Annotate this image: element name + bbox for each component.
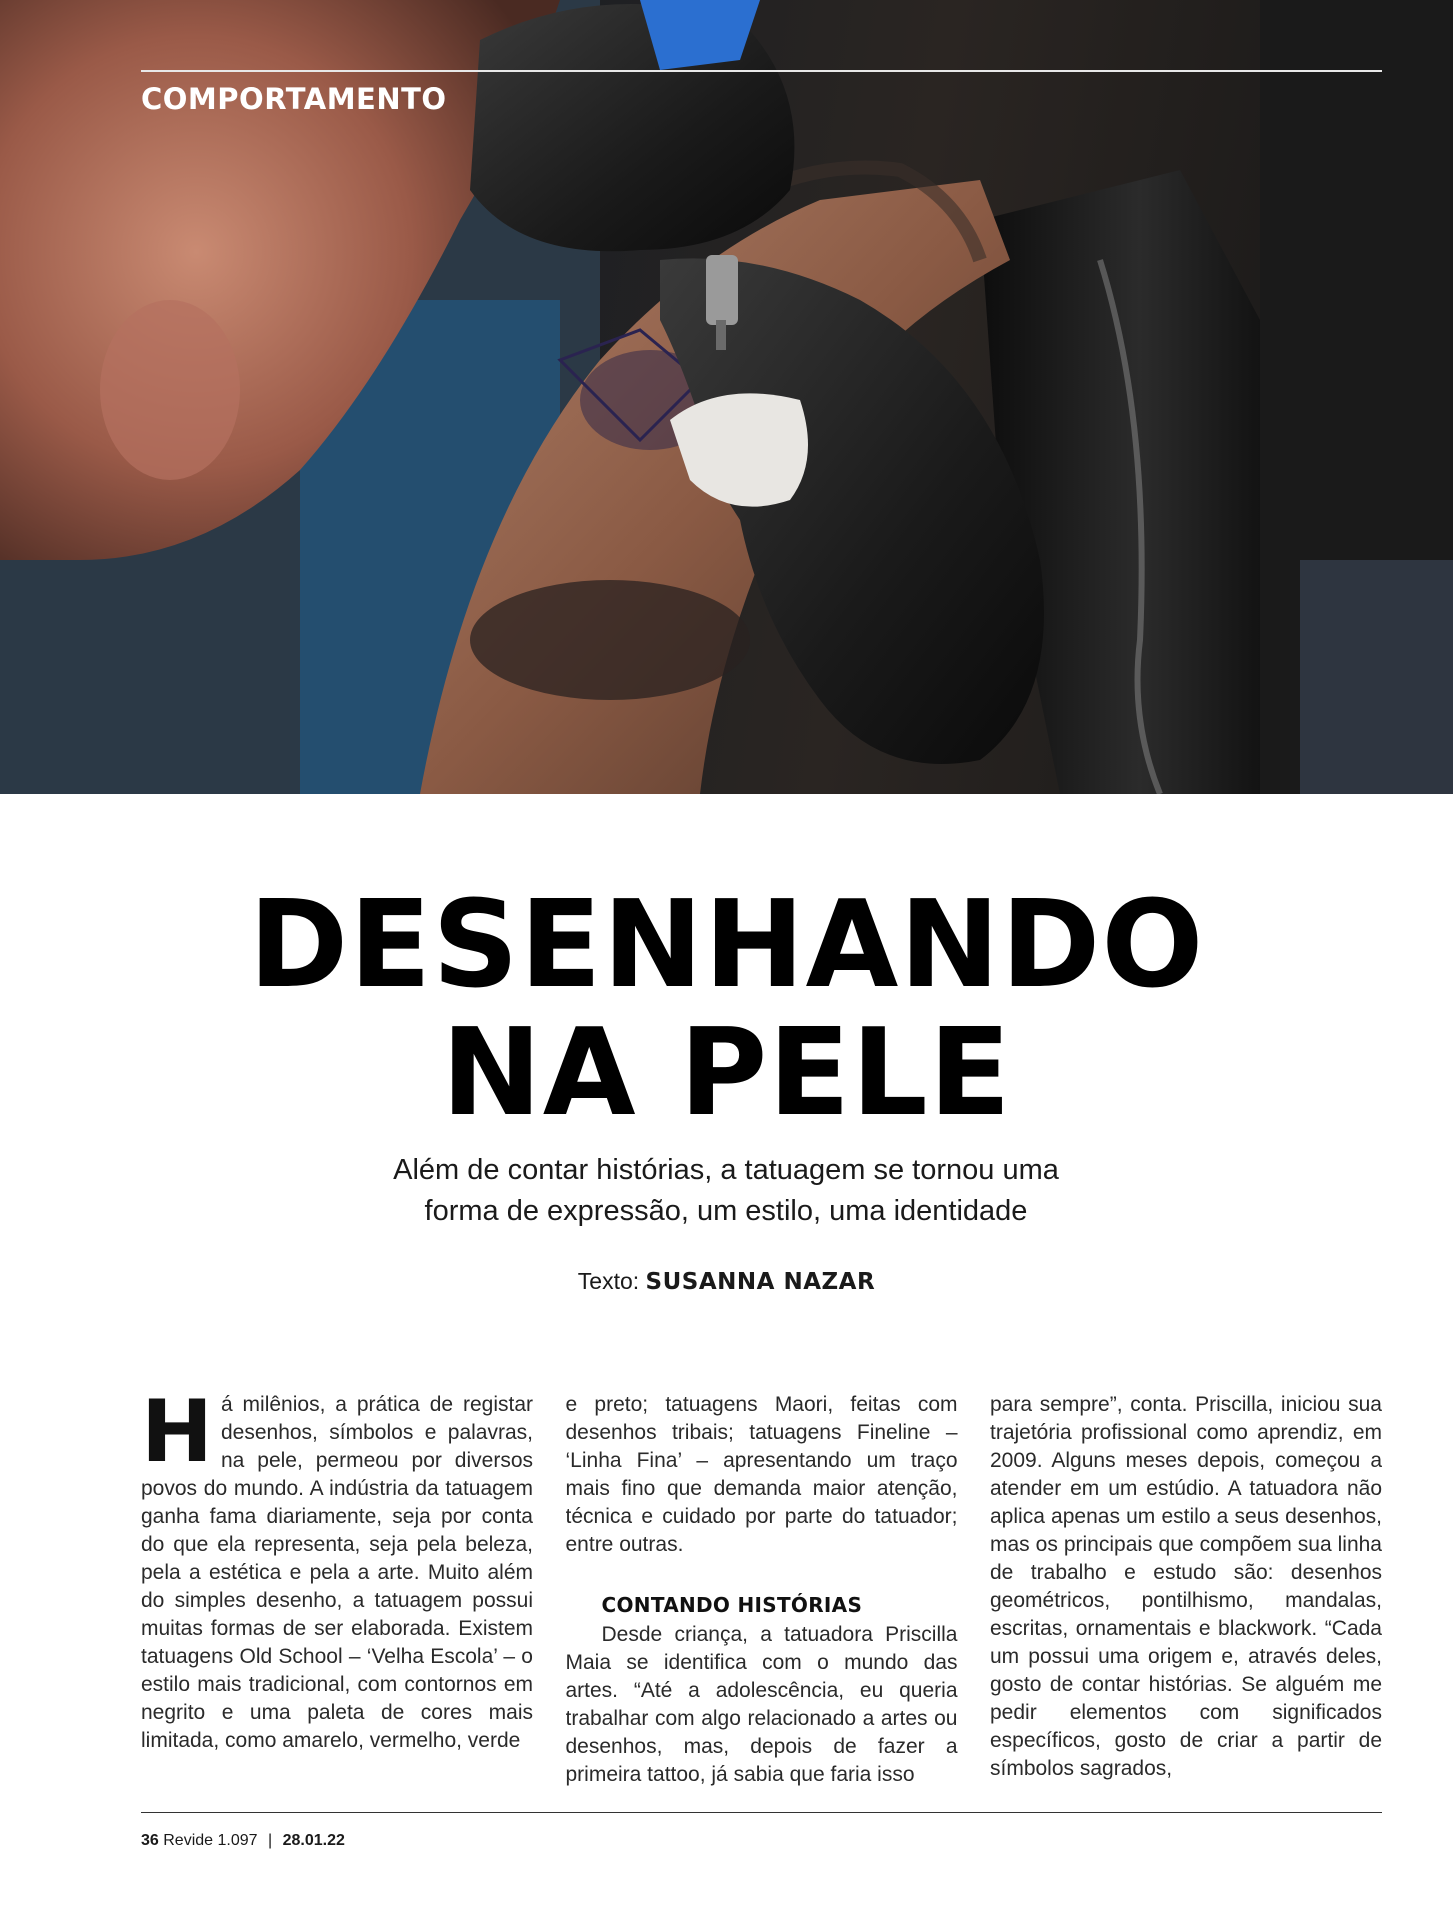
article-subtitle (226, 1150, 1226, 1232)
drop-cap: H (141, 1391, 213, 1482)
bottom-rule (141, 1812, 1382, 1813)
issue-date: 28.01.22 (282, 1832, 345, 1849)
article-title (0, 876, 1453, 1143)
paragraph: á milênios, a prática de registar desenhos, símbolos e palavras, na pele, permeou por diversos povos do mundo. A indústria da tatuagem ganha fama diariamente, seja por conta do que ela representa, seja pela beleza, pela a estética e pela a arte. Muito além do simples desenho, a tatuagem possui muitas formas de ser elaborada. Existem tatuagens Old School – ‘Velha Escola’ – o estilo mais tradicional, com contornos em negrito e uma paleta de cores mais limitada, como amarelo, vermelho, verde (141, 1393, 533, 1752)
column-2 (566, 1391, 958, 1786)
top-rule (141, 70, 1382, 72)
byline-author: SUSANNA NAZAR (645, 1269, 876, 1295)
byline-label: Texto: (577, 1268, 640, 1294)
hero-photo (0, 0, 1453, 794)
page-number: 36 (141, 1832, 159, 1849)
footer-separator: | (268, 1832, 273, 1849)
article-body (141, 1391, 1382, 1786)
column-1 (141, 1391, 533, 1786)
paragraph: para sempre”, conta. Priscilla, iniciou sua trajetória profissional como aprendiz, em 2009. Alguns meses depois, começou a atender em um estúdio. A tatuadora não aplica apenas um estilo a seus desenhos, mas os principais que compõem sua linha de trabalho e estudo são: desenhos geométricos, pontilhismo, mandalas, escritas, ornamentais e blackwork. “Cada um possui uma origem e, através deles, gosto de contar histórias. Se alguém me pedir elementos com significados específicos, gosto de criar a partir de símbolos sagrados, (990, 1393, 1382, 1780)
subtitle-line-1: Além de contar histórias, a tatuagem se tornou uma (393, 1154, 1059, 1186)
paragraph: e preto; tatuagens Maori, feitas com desenhos tribais; tatuagens Fineline – ‘Linha Fina’ – apresentando um traço mais fino que demanda maior atenção, técnica e cuidado por parte do tatuador; entre outras. (565, 1393, 958, 1556)
section-label: COMPORTAMENTO (141, 82, 447, 116)
subtitle-line-2: forma de expressão, um estilo, uma identidade (424, 1195, 1028, 1227)
page-footer (141, 1832, 345, 1850)
byline (0, 1268, 1453, 1295)
column-3 (990, 1391, 1382, 1786)
title-line-1: DESENHANDO (248, 876, 1205, 1015)
magazine-issue: Revide 1.097 (163, 1832, 258, 1849)
title-line-2: NA PELE (441, 1004, 1012, 1143)
section-heading: CONTANDO HISTÓRIAS (601, 1593, 863, 1617)
tattoo-artist-illustration (0, 0, 1453, 794)
paragraph: Desde criança, a tatuadora Priscilla Maia se identifica com o mundo das artes. “Até a adolescência, eu queria trabalhar com algo relacionado a artes ou desenhos, mas, depois de fazer a primeira tattoo, já sabia que faria isso (565, 1623, 958, 1786)
